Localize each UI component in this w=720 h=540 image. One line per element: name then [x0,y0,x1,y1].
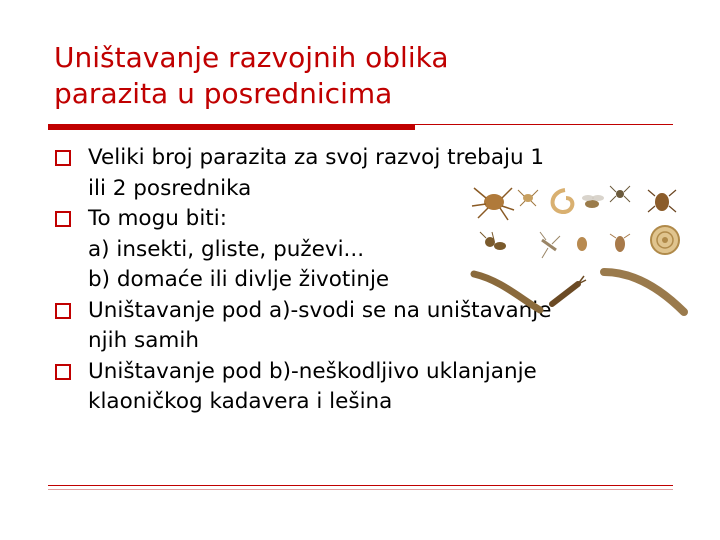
worm-curl-icon [553,190,573,212]
slide-title [54,40,674,112]
title-underline-thick [48,124,415,130]
spider-icon [472,188,514,220]
insects-snails-worms-photo [470,180,690,320]
bullet-3-line-2: njih samih [88,328,199,353]
beetle-icon [648,190,676,212]
title-line-2: parazita u posrednicima [54,77,393,110]
square-bullet-icon [55,303,71,319]
bullet-4-line-1: Uništavanje pod b)-neškodljivo uklanjanje [88,358,537,384]
bullet-3-line-1: Uništavanje pod a)-svodi se na uništavanje [88,297,552,323]
bullet-1-line-2: ili 2 posrednika [88,175,252,201]
square-bullet-icon [55,150,71,166]
sub-item-b: b) domaće ili divlje životinje [88,267,390,292]
square-bullet-icon [55,211,71,227]
bullet-4-line-2: klaoničkog kadavera i lešina [88,389,393,414]
title-line-1: Uništavanje razvojnih oblika [54,41,449,74]
tick-icon [518,190,538,206]
bullet-1-line-1: Veliki broj parazita za svoj razvoj trebaju 1 [88,145,545,170]
bug-icon [610,234,630,252]
fly-icon [582,195,604,208]
title-underline-thin [415,124,673,125]
flea-icon [577,237,587,251]
mosquito-icon [540,232,560,258]
bullet-item-4 [52,357,682,418]
ant-icon [480,232,506,250]
millipede-icon [604,272,684,312]
bullet-2-line-1: To mogu biti: [88,206,227,231]
snail-icon [651,226,679,254]
footer-rule [48,485,673,486]
earwig-icon [552,276,586,304]
footer-rule-secondary [48,489,673,490]
small-spider-icon [610,186,630,202]
centipede-icon [474,274,540,310]
square-bullet-icon [55,364,71,380]
sub-item-a: a) insekti, gliste, puževi... [88,236,365,262]
